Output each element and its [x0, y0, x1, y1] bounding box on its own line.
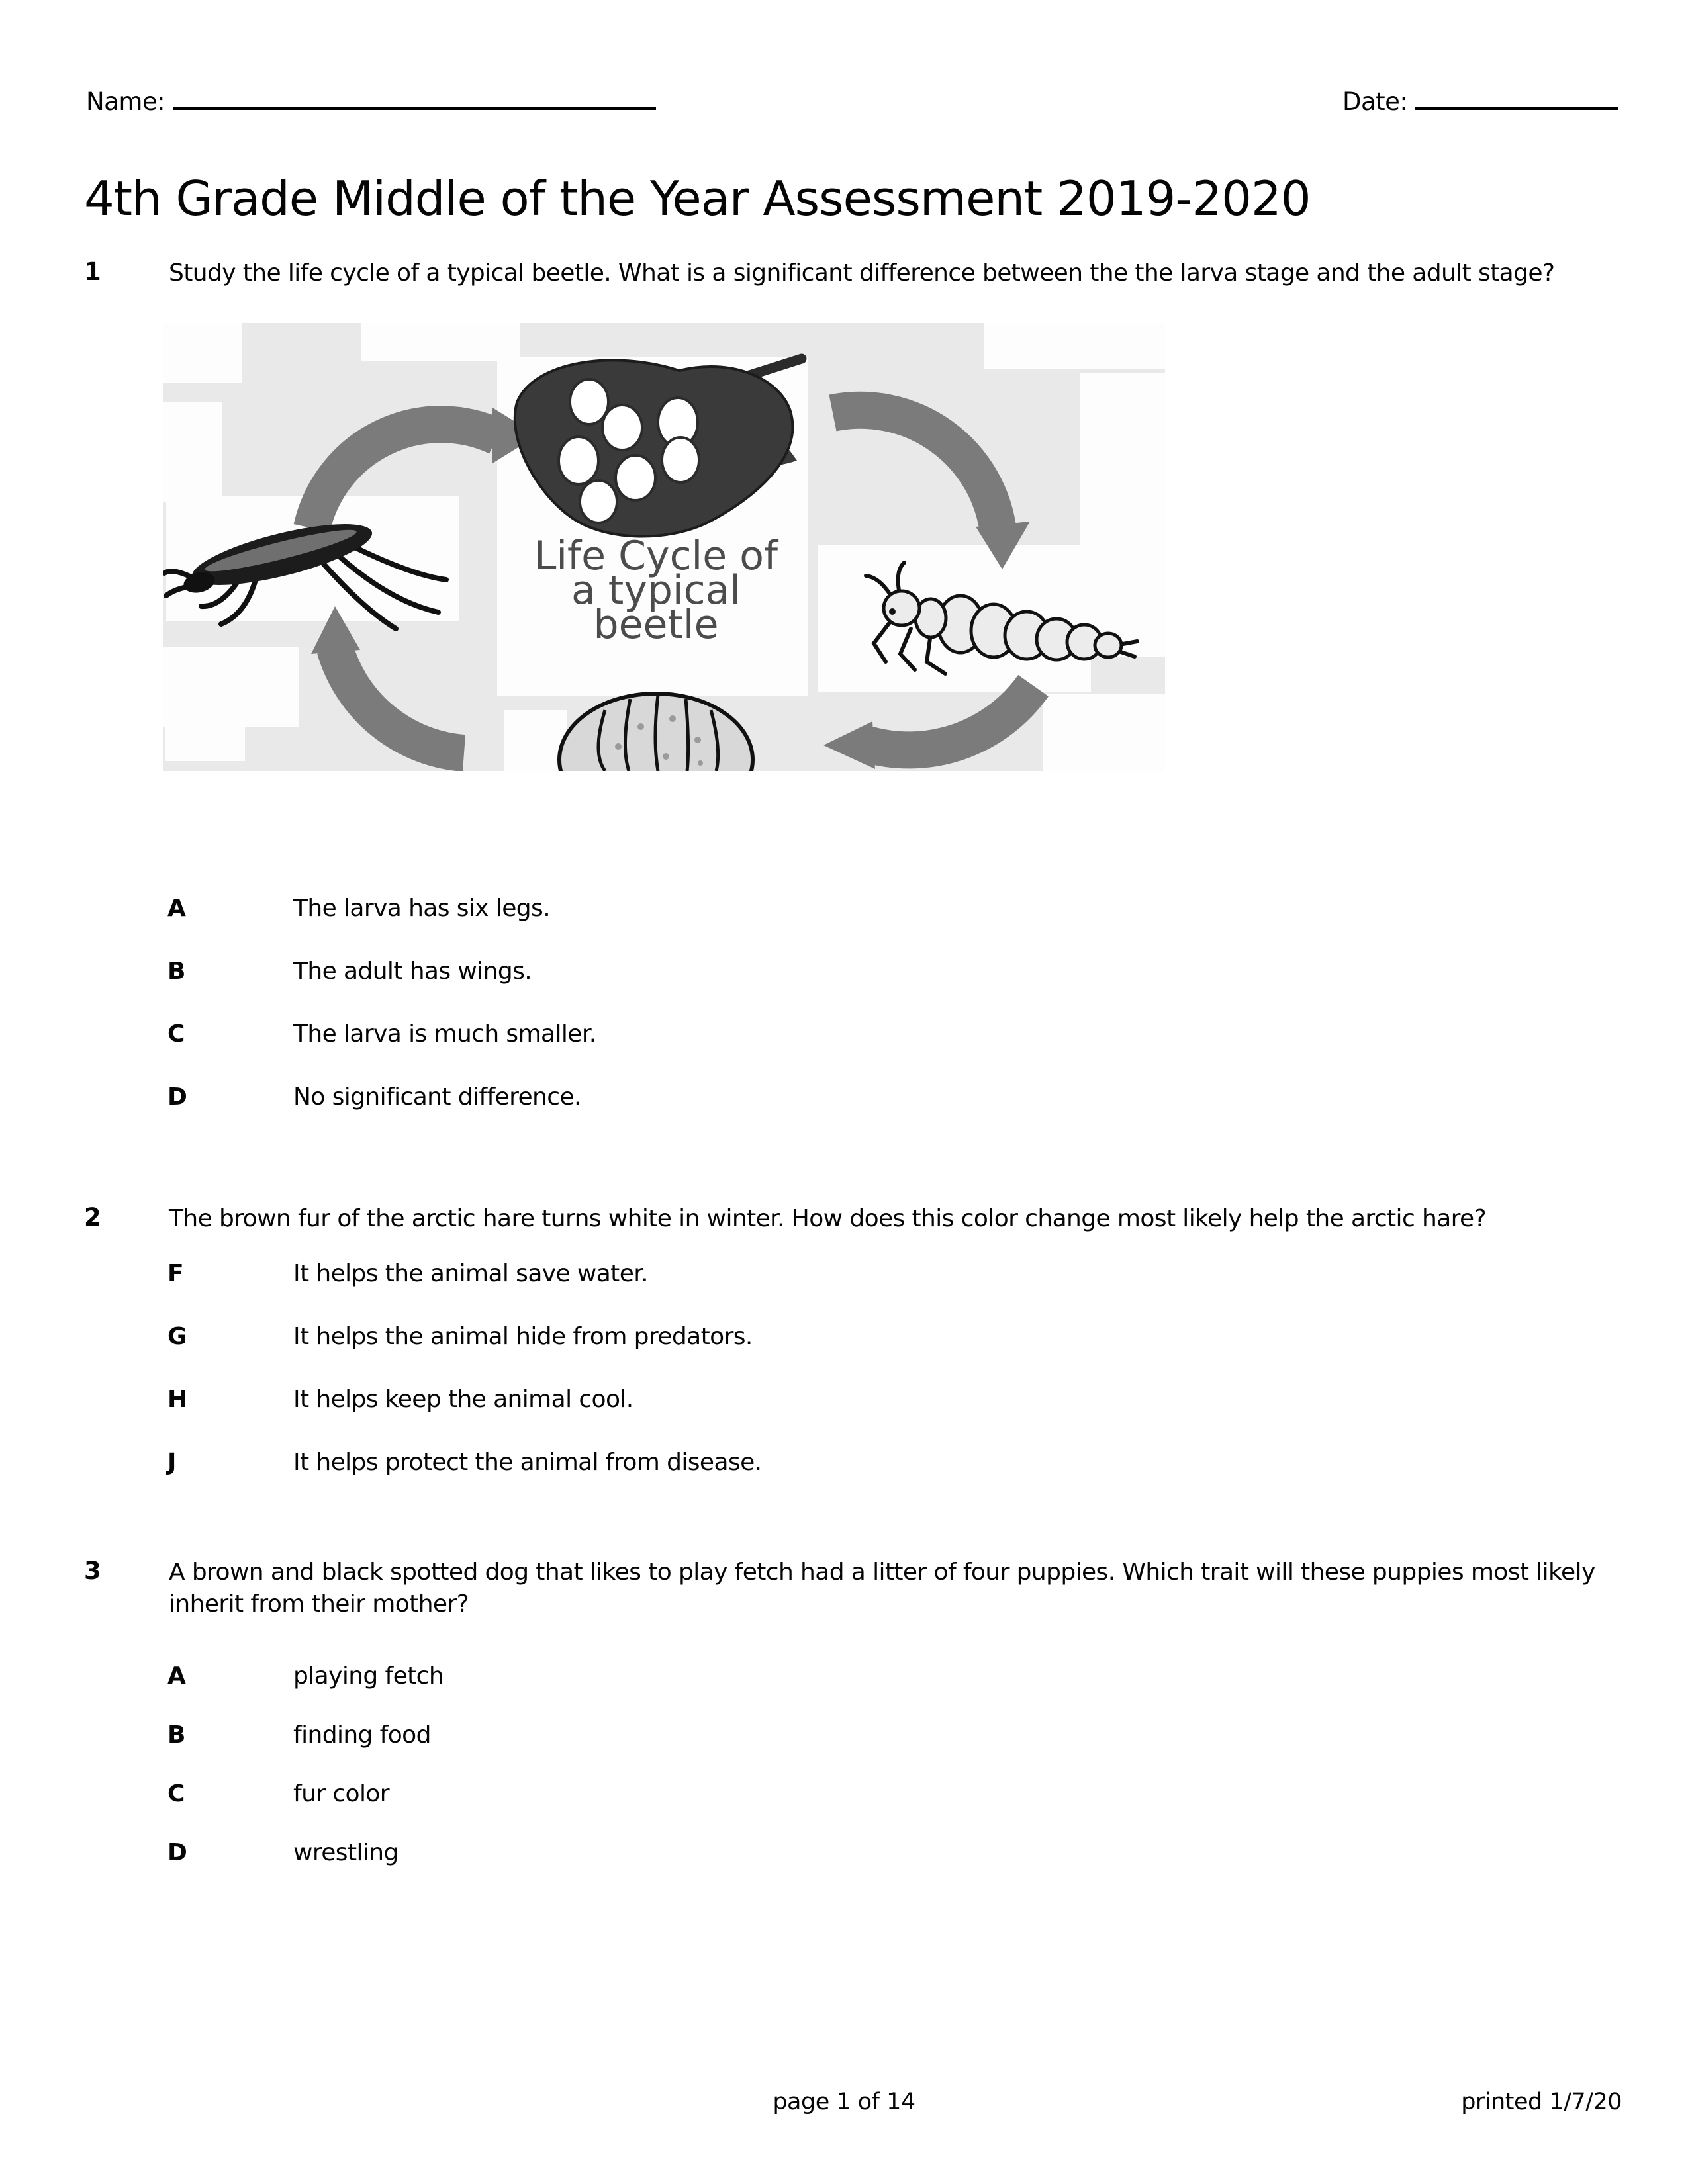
q2-choice-h-letter: H — [167, 1386, 187, 1413]
q2-choice-f-text: It helps the animal save water. — [293, 1260, 648, 1287]
date-blank-underline — [1415, 81, 1618, 110]
name-label: Name: — [86, 87, 165, 116]
q1-choice-c-text: The larva is much smaller. — [293, 1021, 596, 1048]
q2-choice-j-text: It helps protect the animal from disease. — [293, 1449, 762, 1476]
q2-choice-h-text: It helps keep the animal cool. — [293, 1386, 633, 1413]
q1-choice-d-letter: D — [167, 1083, 187, 1111]
question-2-text: The brown fur of the arctic hare turns white in winter. How does this color change most likely help the arctic hare? — [169, 1205, 1487, 1232]
q1-choice-d-text: No significant difference. — [293, 1083, 581, 1111]
q2-choice-g-letter: G — [167, 1323, 187, 1350]
caption-line-2: a typical — [571, 567, 741, 614]
caption-line-1: Life Cycle of — [534, 533, 778, 579]
q1-choice-b-letter: B — [167, 958, 185, 985]
q1-choice-b-text: The adult has wings. — [293, 958, 532, 985]
name-field — [86, 81, 656, 116]
question-1-text: Study the life cycle of a typical beetle. What is a significant difference between the the larva stage and the adult stage? — [169, 259, 1555, 287]
q2-choice-f-letter: F — [167, 1260, 184, 1287]
q1-choice-c-letter: C — [167, 1021, 185, 1048]
page-number: page 1 of 14 — [773, 2089, 915, 2115]
q3-choice-c-text: fur color — [293, 1780, 389, 1807]
name-blank-underline — [173, 81, 656, 110]
date-field — [1342, 81, 1618, 116]
q3-choice-c-letter: C — [167, 1780, 185, 1807]
q2-choice-g-text: It helps the animal hide from predators. — [293, 1323, 753, 1350]
question-1-number: 1 — [84, 257, 101, 286]
q3-choice-a-letter: A — [167, 1662, 186, 1690]
q3-choice-b-text: finding food — [293, 1721, 431, 1749]
question-3-text: A brown and black spotted dog that likes to play fetch had a litter of four puppies. Which trait will these puppies most likely inherit from their mother? — [169, 1559, 1595, 1617]
printed-date: printed 1/7/20 — [1461, 2089, 1622, 2115]
q3-choice-d-text: wrestling — [293, 1839, 399, 1866]
q2-choice-j-letter: J — [167, 1449, 176, 1476]
q1-choice-a-letter: A — [167, 895, 186, 922]
q1-choice-a-text: The larva has six legs. — [293, 895, 551, 922]
q3-choice-b-letter: B — [167, 1721, 185, 1749]
q3-choice-a-text: playing fetch — [293, 1662, 444, 1690]
page-title: 4th Grade Middle of the Year Assessment 2019-2020 — [84, 171, 1311, 226]
caption-line-3: beetle — [593, 602, 719, 648]
date-label: Date: — [1342, 87, 1408, 116]
life-cycle-image — [163, 323, 1165, 771]
question-2-number: 2 — [84, 1203, 101, 1232]
question-3-number: 3 — [84, 1557, 101, 1585]
q3-choice-d-letter: D — [167, 1839, 187, 1866]
